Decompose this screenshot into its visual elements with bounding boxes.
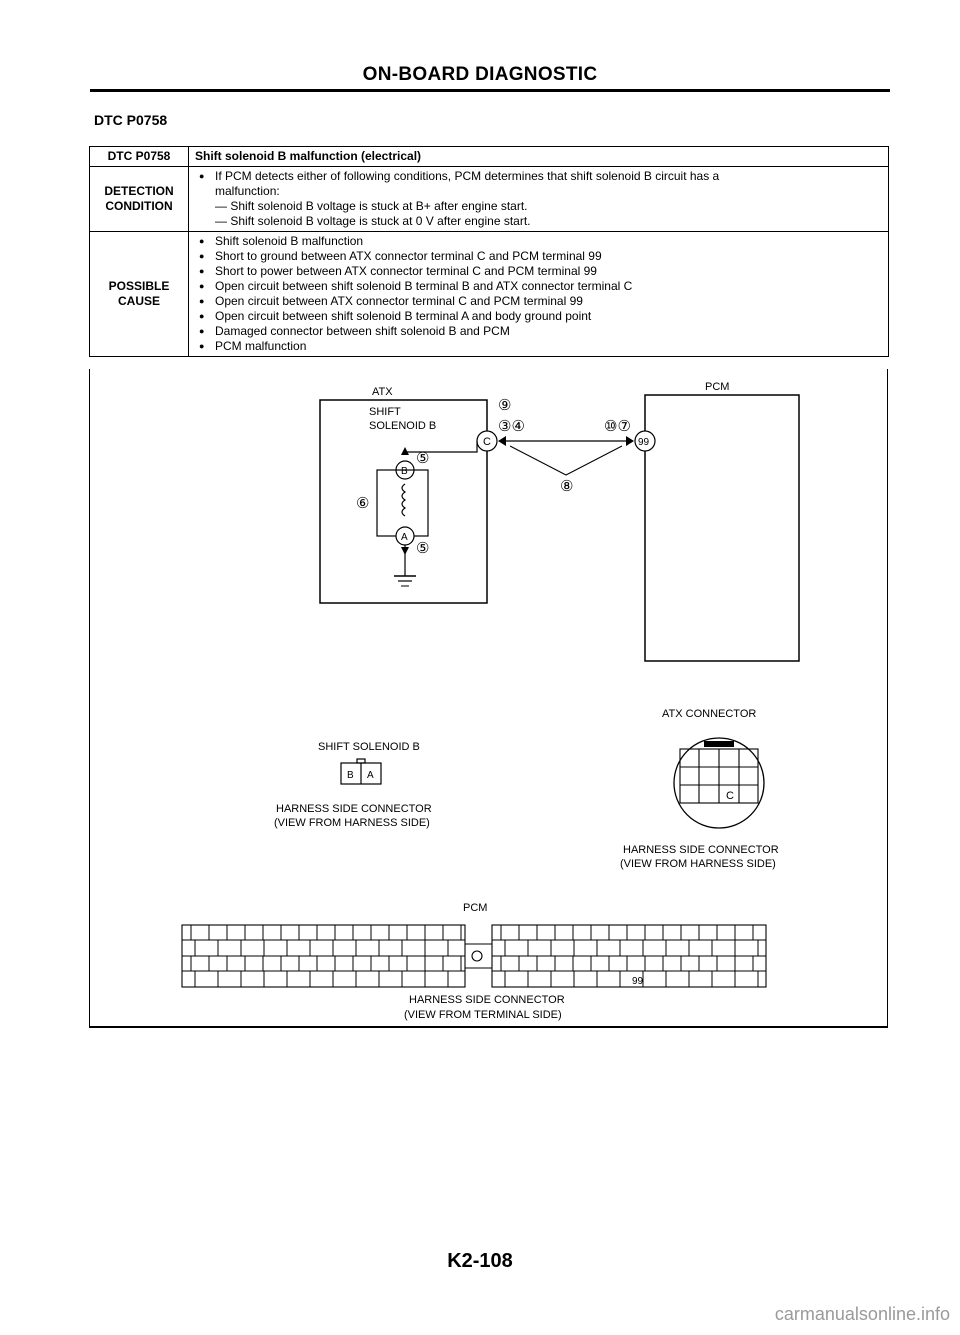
solenoid-connector-a: A — [367, 770, 374, 781]
pcm-connector-99: 99 — [632, 976, 644, 987]
dtc-heading: DTC P0758 — [94, 112, 168, 128]
circled-3-4: ③④ — [498, 418, 525, 435]
terminal-b-arrow — [401, 447, 409, 455]
solenoid-coil-icon — [402, 484, 405, 516]
solenoid-connector-caption-2: (VIEW FROM HARNESS SIDE) — [274, 817, 430, 829]
circled-9: ⑨ — [498, 397, 512, 414]
solenoid-connector-b: B — [347, 770, 354, 781]
cause-item: ● Short to ground between ATX connector terminal C and PCM terminal 99 — [215, 249, 882, 264]
circled-5-bottom: ⑤ — [416, 540, 430, 557]
terminal-b-label: B — [401, 466, 408, 477]
solenoid-label-line-2: SOLENOID B — [369, 420, 437, 432]
terminal-a-label: A — [401, 532, 408, 543]
detection-bullet-line-2: malfunction: — [215, 184, 280, 198]
circled-8: ⑧ — [560, 478, 574, 495]
code-label: DTC P0758 — [90, 147, 189, 167]
terminal-99-arrow — [626, 436, 634, 446]
cause-label-line-1: POSSIBLE — [108, 279, 170, 293]
pcm-connector-lock — [472, 951, 482, 961]
pcm-connector-title: PCM — [463, 902, 488, 914]
atx-connector-title: ATX CONNECTOR — [662, 708, 757, 720]
detection-label-line-1: DETECTION — [104, 184, 174, 198]
terminal-c-arrow — [498, 436, 506, 446]
detection-sub-2: — Shift solenoid B voltage is stuck at 0 V after engine start. — [215, 214, 531, 228]
cause-item: ● Open circuit between shift solenoid B terminal A and body ground point — [215, 309, 882, 324]
pcm-connector-caption-1: HARNESS SIDE CONNECTOR — [409, 994, 565, 1006]
cause-item: ● Short to power between ATX connector terminal C and PCM terminal 99 — [215, 264, 882, 279]
atx-label: ATX — [372, 386, 393, 398]
solenoid-label-line-1: SHIFT — [369, 406, 401, 418]
page-number: K2-108 — [447, 1250, 513, 1272]
atx-connector-grid — [680, 749, 758, 803]
cause-item: ● Open circuit between shift solenoid B terminal B and ATX connector terminal C — [215, 279, 882, 294]
atx-connector-key — [704, 741, 734, 747]
cause-item: ● PCM malfunction — [215, 339, 882, 354]
atx-connector-caption-1: HARNESS SIDE CONNECTOR — [623, 844, 779, 856]
detection-label-line-2: CONDITION — [105, 199, 173, 213]
circled-6: ⑥ — [356, 495, 370, 512]
cause-item: ● Open circuit between ATX connector terminal C and PCM terminal 99 — [215, 294, 882, 309]
wire-branch — [510, 446, 622, 475]
circled-10-7: ⑩⑦ — [604, 418, 631, 435]
page-title: ON-BOARD DIAGNOSTIC — [362, 64, 598, 85]
detection-sub-1: — Shift solenoid B voltage is stuck at B+ after engine start. — [215, 199, 528, 213]
solenoid-connector-caption-1: HARNESS SIDE CONNECTOR — [276, 803, 432, 815]
code-description: Shift solenoid B malfunction (electrical) — [189, 147, 889, 167]
terminal-99-label: 99 — [638, 437, 650, 448]
pcm-connector-caption-2: (VIEW FROM TERMINAL SIDE) — [404, 1009, 562, 1021]
solenoid-connector-title: SHIFT SOLENOID B — [318, 741, 420, 753]
pcm-box — [645, 395, 799, 661]
circled-5-top: ⑤ — [416, 450, 430, 467]
terminal-c-label: C — [483, 436, 491, 448]
atx-connector-c: C — [726, 790, 734, 802]
cause-item: ● Shift solenoid B malfunction — [215, 234, 882, 249]
watermark: carmanualsonline.info — [774, 1304, 950, 1324]
pcm-label: PCM — [705, 381, 730, 393]
cause-item: ● Damaged connector between shift solenoid B and PCM — [215, 324, 882, 339]
atx-connector-caption-2: (VIEW FROM HARNESS SIDE) — [620, 858, 776, 870]
detection-bullet-line-1: ● If PCM detects either of following conditions, PCM determines that shift solenoid B circuit has a — [215, 169, 720, 183]
cause-label-line-2: CAUSE — [117, 294, 160, 308]
